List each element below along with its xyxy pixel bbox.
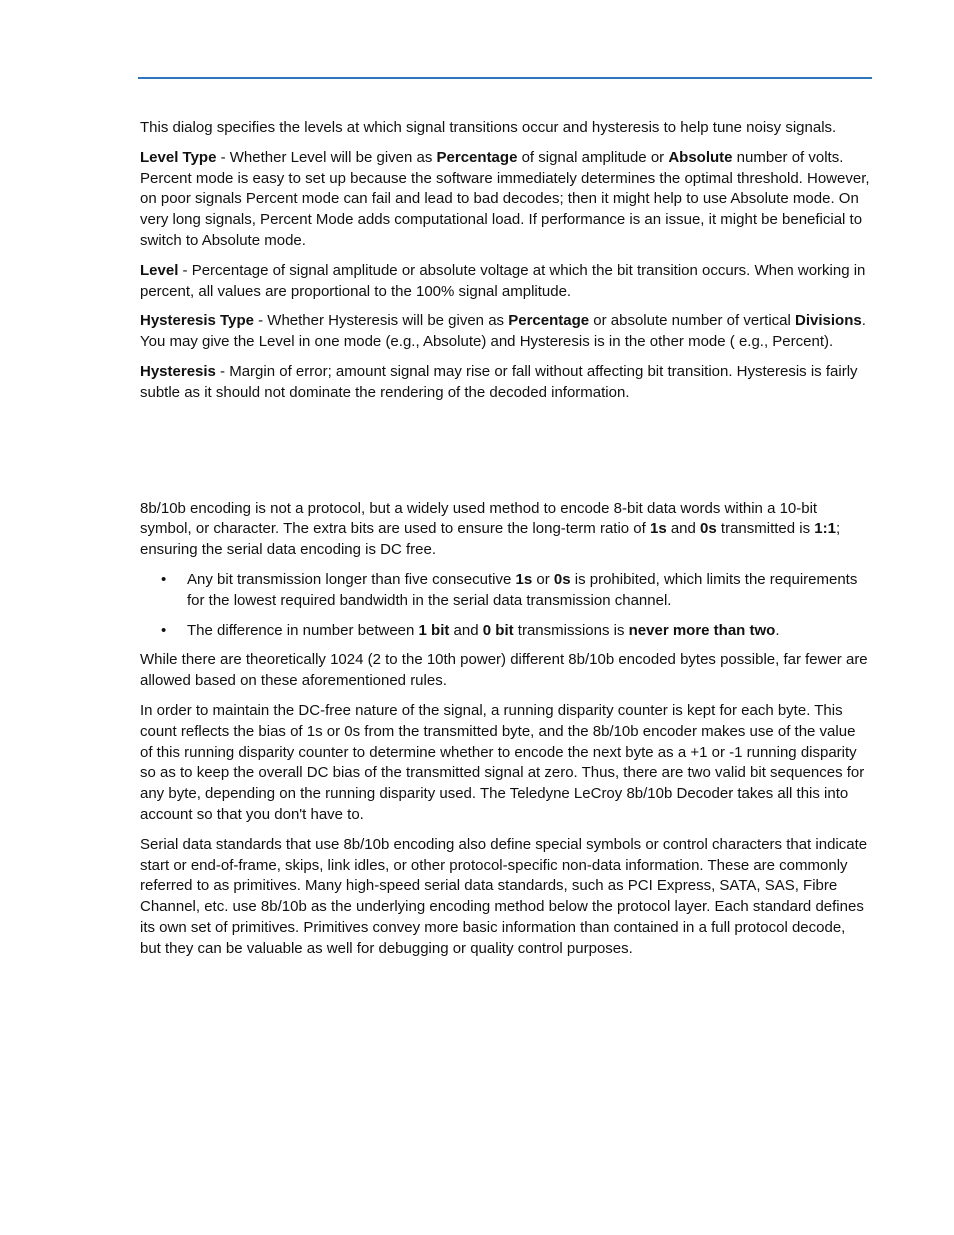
bold-run: never more than two xyxy=(628,621,776,639)
list-item xyxy=(161,621,870,642)
level-paragraph xyxy=(140,261,870,303)
bold-run: 1:1 xyxy=(814,520,836,538)
header-rule xyxy=(138,77,872,79)
encoding-rules-list xyxy=(140,570,870,641)
text-run: and xyxy=(449,621,483,639)
disparity-paragraph: In order to maintain the DC-free nature of the signal, a running disparity counter is kept for each byte. This count reflects the bias of 1s or 0s from the transmitted byte, and the 8b/10b encoder makes use of the value of this running disparity counter to determine whether to encode the next byte as a +1 or -1 running disparity so as to keep the overall DC bias of the transmitted signal at zero. Thus, there are two valid bit sequences for any byte, depending on the running disparity used. The Teledyne LeCroy 8b/10b Decoder takes all this into account so that you don't have to. xyxy=(140,701,865,823)
bold-run: 1s xyxy=(515,570,533,588)
bold-run: Percentage xyxy=(436,148,518,166)
text-run: . xyxy=(775,621,780,639)
hysteresis-paragraph xyxy=(140,362,870,404)
hysteresis-type-term: Hysteresis Type xyxy=(140,312,254,330)
text-run: ; ensuring the serial data encoding is DC free. xyxy=(140,520,841,559)
level-type-paragraph xyxy=(140,148,870,252)
bullet-icon: • xyxy=(161,570,167,588)
section-gap xyxy=(140,413,870,499)
bold-run: 0s xyxy=(553,570,571,588)
text-run: - Percentage of signal amplitude or absolute voltage at which the bit transition occurs. When working in percent, all values are proportional to the 100% signal amplitude. xyxy=(140,261,866,300)
level-type-term: Level Type xyxy=(140,148,217,166)
text-run: of signal amplitude or xyxy=(517,148,669,166)
bold-run: 0 bit xyxy=(482,621,514,639)
text-run: or absolute number of vertical xyxy=(589,312,796,330)
hysteresis-type-paragraph xyxy=(140,311,870,353)
bold-run: 0s xyxy=(700,520,717,538)
text-run: or xyxy=(532,570,554,588)
level-term: Level xyxy=(140,261,179,279)
text-run: transmissions is xyxy=(513,621,629,639)
document-body xyxy=(140,118,870,969)
encoding-intro-paragraph xyxy=(140,499,870,561)
text-run: Any bit transmission longer than five consecutive xyxy=(187,570,516,588)
text-run: is prohibited, which limits the requirements for the lowest required bandwidth in the serial data transmission channel. xyxy=(187,570,858,609)
bullet-icon: • xyxy=(161,621,167,639)
text-run: 8b/10b encoding is not a protocol, but a widely used method to encode 8-bit data words within a 10-bit symbol, or character. The extra bits are used to ensure the long-term ratio of xyxy=(140,499,818,538)
text-run: The difference in number between xyxy=(187,621,419,639)
text-run: - Whether Level will be given as xyxy=(216,148,437,166)
text-run: transmitted is xyxy=(716,520,815,538)
text-run: number of volts. Percent mode is easy to set up because the software immediately determines the optimal threshold. However, on poor signals Percent mode can fail and lead to bad decodes; then it might help to use Absolute mode. On very long signals, Percent Mode adds computational load. If performance is an issue, it might be beneficial to switch to Absolute mode. xyxy=(140,148,870,249)
list-item xyxy=(161,570,870,612)
bold-run: Divisions xyxy=(795,312,862,330)
bold-run: 1s xyxy=(649,520,667,538)
text-run: - Margin of error; amount signal may rise or fall without affecting bit transition. Hysteresis is fairly subtle as it should not dominate the rendering of the decoded information. xyxy=(140,362,858,401)
text-run: and xyxy=(666,520,701,538)
primitives-paragraph: Serial data standards that use 8b/10b encoding also define special symbols or control characters that indicate start or end-of-frame, skips, link idles, or other protocol-specific non-data information. These are commonly referred to as primitives. Many high-speed serial data standards, such as PCI Express, SATA, SAS, Fibre Channel, etc. use 8b/10b as the underlying encoding method below the protocol layer. Each standard defines its own set of primitives. Primitives convey more basic information than contained in a full protocol decode, but they can be valuable as well for debugging or quality control purposes. xyxy=(140,835,868,957)
intro-paragraph: This dialog specifies the levels at which signal transitions occur and hysteresis to help tune noisy signals. xyxy=(140,119,837,136)
bold-run: Absolute xyxy=(668,148,733,166)
text-run: - Whether Hysteresis will be given as xyxy=(253,312,509,330)
bold-run: 1 bit xyxy=(418,621,450,639)
text-run: . You may give the Level in one mode (e.g., Absolute) and Hysteresis is in the other mode ( e.g., Percent). xyxy=(140,312,866,351)
theoretical-paragraph: While there are theoretically 1024 (2 to the 10th power) different 8b/10b encoded bytes possible, far fewer are allowed based on these aforementioned rules. xyxy=(140,651,868,690)
hysteresis-term: Hysteresis xyxy=(140,362,216,380)
bold-run: Percentage xyxy=(508,312,590,330)
